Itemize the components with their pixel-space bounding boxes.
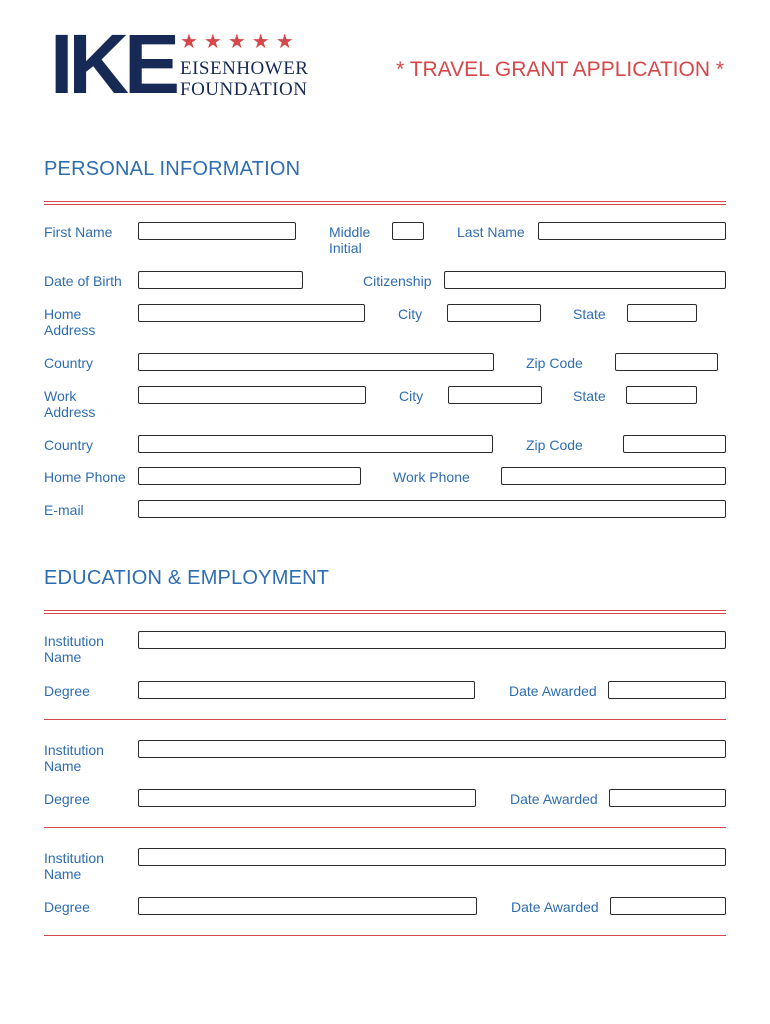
work-phone-field[interactable] <box>501 467 726 485</box>
home-city-field[interactable] <box>447 304 541 322</box>
middle-initial-field[interactable] <box>392 222 424 240</box>
email-label: E-mail <box>44 502 84 518</box>
work-address-label: Work Address <box>44 388 96 420</box>
institution-name-field-3[interactable] <box>138 848 726 866</box>
date-awarded-label: Date Awarded <box>511 899 599 915</box>
degree-field-3[interactable] <box>138 897 477 915</box>
degree-label: Degree <box>44 683 90 699</box>
date-awarded-field-2[interactable] <box>609 789 726 807</box>
home-phone-field[interactable] <box>138 467 361 485</box>
work-city-label: City <box>399 388 424 404</box>
last-name-label: Last Name <box>457 224 525 240</box>
work-country-field[interactable] <box>138 435 493 453</box>
personal-information-heading: PERSONAL INFORMATION <box>44 158 301 180</box>
home-address-field[interactable] <box>138 304 365 322</box>
home-zip-code-label: Zip Code <box>526 355 583 371</box>
home-city-label: City <box>398 306 423 322</box>
home-state-label: State <box>573 306 606 322</box>
logo-name-line1: EISENHOWER <box>180 58 309 79</box>
home-address-label: Home Address <box>44 306 96 338</box>
citizenship-label: Citizenship <box>363 273 432 289</box>
entry-divider <box>44 719 726 720</box>
home-state-field[interactable] <box>627 304 697 322</box>
date-of-birth-field[interactable] <box>138 271 303 289</box>
institution-name-label: Institution Name <box>44 742 104 774</box>
citizenship-field[interactable] <box>444 271 726 289</box>
date-awarded-field-3[interactable] <box>610 897 726 915</box>
home-country-field[interactable] <box>138 353 494 371</box>
entry-divider <box>44 935 726 936</box>
date-of-birth-label: Date of Birth <box>44 273 122 289</box>
date-awarded-label: Date Awarded <box>509 683 597 699</box>
entry-divider <box>44 827 726 828</box>
work-phone-label: Work Phone <box>393 469 470 485</box>
work-zip-code-field[interactable] <box>623 435 726 453</box>
document-title: * TRAVEL GRANT APPLICATION * <box>396 58 724 81</box>
institution-name-field-2[interactable] <box>138 740 726 758</box>
institution-name-label: Institution Name <box>44 850 104 882</box>
degree-field-2[interactable] <box>138 789 476 807</box>
work-state-label: State <box>573 388 606 404</box>
degree-label: Degree <box>44 899 90 915</box>
home-zip-code-field[interactable] <box>615 353 718 371</box>
home-country-label: Country <box>44 355 94 371</box>
personal-heading-rule <box>44 201 726 205</box>
logo-mark: IKE <box>50 17 176 111</box>
date-awarded-field-1[interactable] <box>608 681 726 699</box>
logo-name-line2: FOUNDATION <box>180 79 308 100</box>
work-address-field[interactable] <box>138 386 366 404</box>
home-phone-label: Home Phone <box>44 469 126 485</box>
work-state-field[interactable] <box>626 386 697 404</box>
work-country-label: Country <box>44 437 94 453</box>
email-field[interactable] <box>138 500 726 518</box>
first-name-label: First Name <box>44 224 113 240</box>
degree-label: Degree <box>44 791 90 807</box>
date-awarded-label: Date Awarded <box>510 791 598 807</box>
last-name-field[interactable] <box>538 222 726 240</box>
institution-name-label: Institution Name <box>44 633 104 665</box>
institution-name-field-1[interactable] <box>138 631 726 649</box>
first-name-field[interactable] <box>138 222 296 240</box>
education-employment-heading: EDUCATION & EMPLOYMENT <box>44 567 330 589</box>
work-zip-code-label: Zip Code <box>526 437 583 453</box>
middle-initial-label: Middle Initial <box>329 224 371 256</box>
logo-stars: ★★★★★ <box>180 31 300 53</box>
degree-field-1[interactable] <box>138 681 475 699</box>
education-heading-rule <box>44 610 726 614</box>
work-city-field[interactable] <box>448 386 542 404</box>
